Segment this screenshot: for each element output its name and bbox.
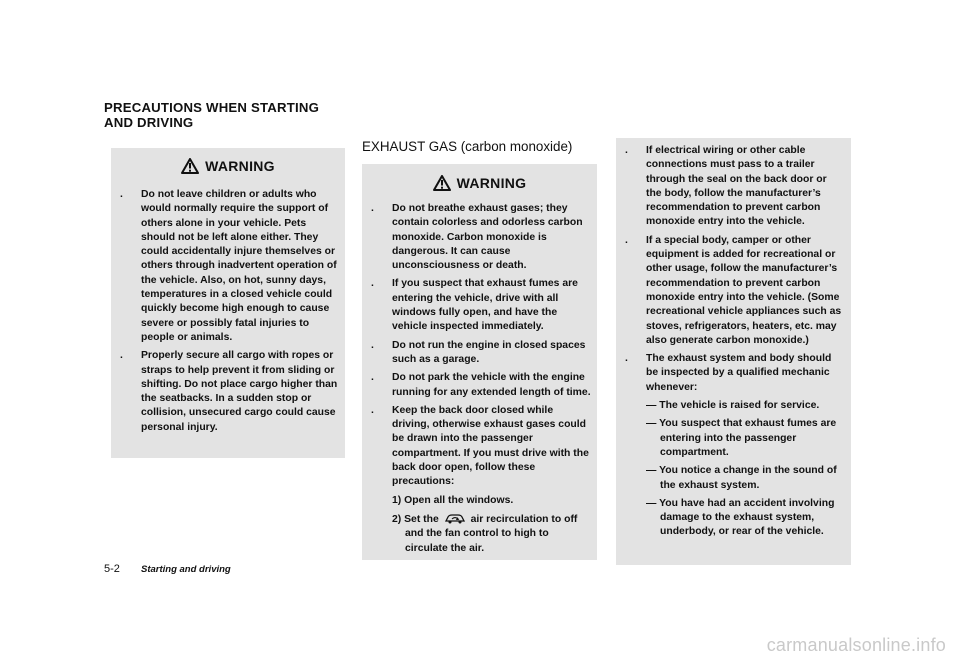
warning-triangle-icon	[181, 158, 199, 174]
list-item: . Keep the back door closed while driving, otherwise exhaust gases could be drawn into the passenger compartment. If you must drive with the back door open, follow these precautions:	[371, 404, 589, 488]
page-number: 5-2	[104, 563, 120, 575]
list-item: . Do not leave children or adults who would normally require the support of others alone in your vehicle. Pets should not be left alone either. They could accidentally injure themselves or others through inadvertent operation of the vehicle. Also, on hot, sunny days, temperatures in a closed vehicle could quickly become high enough to cause severe or possibly fatal injuries to people or animals.	[120, 189, 337, 343]
dash-item: — You suspect that exhaust fumes are entering into the passenger compartment.	[646, 418, 837, 458]
warning-heading	[362, 164, 597, 202]
section-title: PRECAUTIONS WHEN STARTING AND DRIVING	[104, 100, 320, 130]
middle-warning-box	[362, 164, 597, 560]
dash-item: — You have had an accident involving damage to the exhaust system, underbody, or rear of the vehicle.	[646, 497, 835, 538]
list-item: . If a special body, camper or other equipment is added for recreational or other usage, follow the manufacturer’s recommendation to prevent carbon monoxide entry into the vehicle. (Some recreational vehicle appliances such as stoves, refrigerators, heaters, etc. may also generate carbon monoxide.)	[625, 234, 842, 346]
step-2: 2) Set the air recirculation to off and the fan control to high to circulate the air.	[392, 513, 578, 554]
warning-heading-text: WARNING	[205, 158, 275, 174]
dash-item: — The vehicle is raised for service.	[646, 400, 820, 412]
warning-heading	[111, 148, 345, 184]
list-item: . Do not park the vehicle with the engine running for any extended length of time.	[371, 372, 591, 398]
watermark: carmanualsonline.info	[766, 635, 946, 655]
list-item: . If you suspect that exhaust fumes are entering the vehicle, drive with all windows fully open, and have the vehicle inspected immediately.	[371, 278, 578, 333]
warning-heading-text: WARNING	[456, 175, 527, 191]
footer-title: Starting and driving	[141, 564, 231, 575]
air-recirculation-icon	[444, 512, 466, 524]
list-item: . Do not run the engine in closed spaces such as a garage.	[371, 339, 586, 365]
list-item: . Do not breathe exhaust gases; they contain colorless and odorless carbon monoxide. Carbon monoxide is dangerous. It can cause unconsciousness or death.	[371, 203, 583, 272]
right-warning-box	[616, 138, 851, 565]
warning-triangle-icon	[433, 175, 451, 191]
exhaust-gas-heading: EXHAUST GAS (carbon monoxide)	[362, 139, 573, 154]
dash-item: — You notice a change in the sound of the exhaust system.	[646, 465, 837, 491]
list-item: . Properly secure all cargo with ropes or straps to help prevent it from sliding or shifting. Do not place cargo higher than the seatbacks. In a sudden stop or collision, unsecured cargo could cause personal injury.	[120, 350, 338, 433]
list-item: . If electrical wiring or other cable connections must pass to a trailer through the seal on the back door or the body, follow the manufacturer’s recommendation to prevent carbon monoxide entry into the vehicle.	[625, 145, 827, 228]
step-1: 1) Open all the windows.	[392, 494, 514, 506]
left-warning-box	[111, 148, 345, 458]
list-item: . The exhaust system and body should be inspected by a qualified mechanic whenever:	[625, 353, 832, 393]
